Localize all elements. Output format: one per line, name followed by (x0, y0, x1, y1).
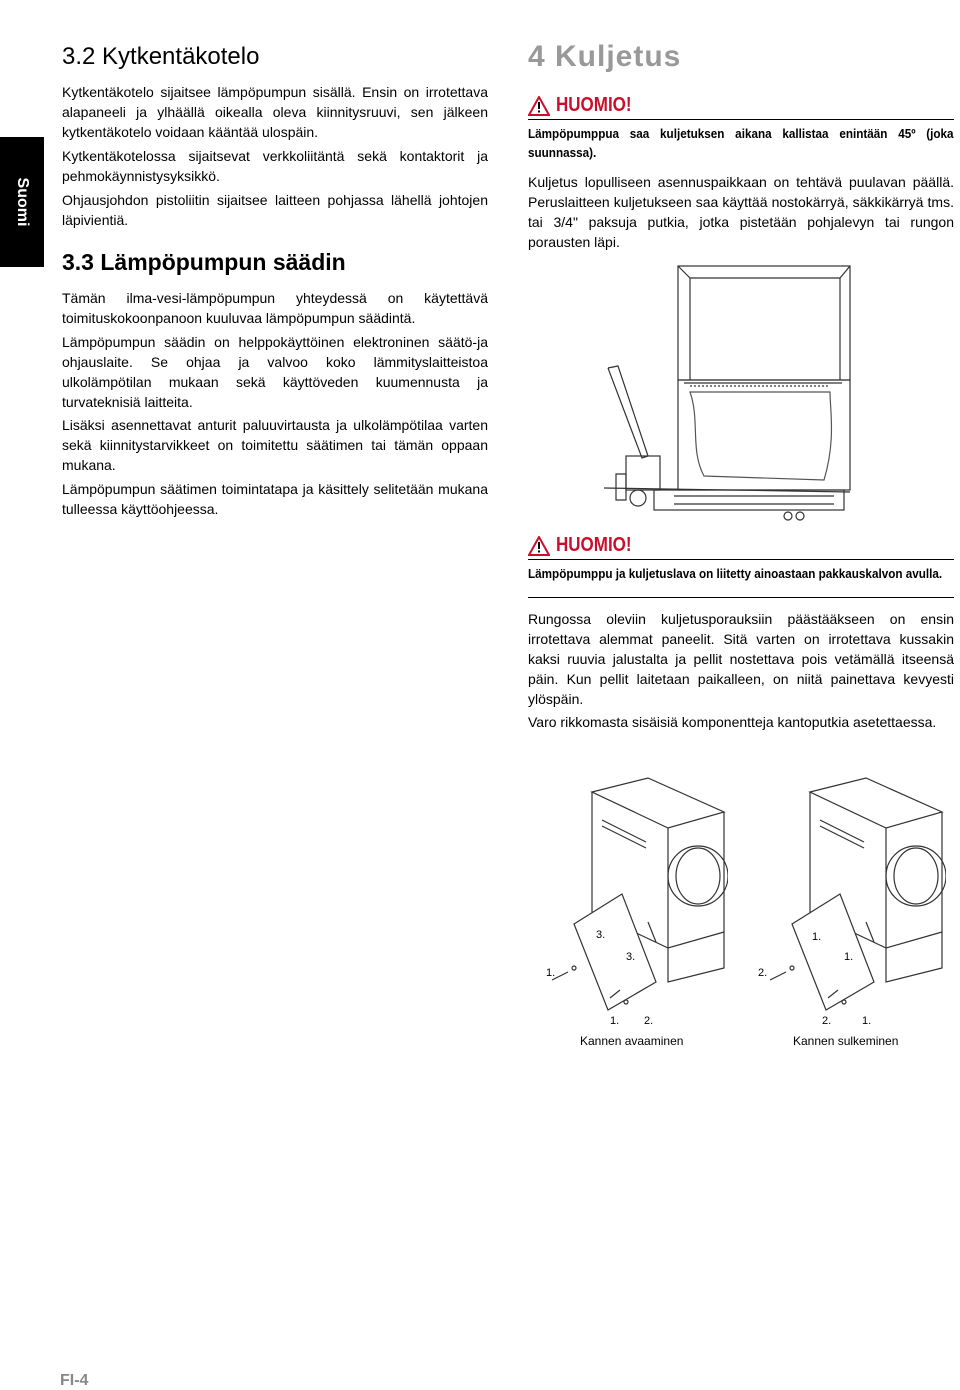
step-label: 3. (596, 929, 606, 941)
paragraph: Lämpöpumpun säädin on helppokäyttöinen elektroninen säätö-ja ohjauslaite. Se ohjaa ja valvoo koko lämmityslaitteistoa ulkolämpötilan mukaan sekä käyttöveden kuumennusta ja turvateknisiä laitteita. (62, 334, 488, 410)
language-side-tab (0, 137, 44, 267)
warning-triangle-icon (528, 96, 550, 116)
section-3-3-body-2 (62, 332, 488, 412)
language-label: Suomi (14, 177, 31, 227)
warning-box-1 (528, 94, 954, 162)
paragraph: Kytkentäkotelossa sijaitsevat verkkoliitäntä sekä kontaktorit ja pehmokäynnistysyksikkö. (62, 148, 488, 184)
pallet-truck-illustration (604, 260, 864, 522)
step-label: 1. (812, 931, 822, 943)
paragraph: Lämpöpumpun säätimen toimintatapa ja käsittely selitetään mukana tulleessa käyttöohjeessa. (62, 481, 488, 517)
section-3-3-body-4 (62, 479, 488, 519)
step-label: 1. (844, 951, 854, 963)
warning-title: HUOMIO! (556, 534, 632, 556)
warning-box-2 (528, 534, 954, 598)
paragraph: Lisäksi asennettavat anturit paluuvirtausta ja ulkolämpötilaa varten sekä kiinnitystarvikkeet on toimitettu säätimen tai tämän oppaan mukana. (62, 417, 488, 473)
warning-triangle-icon (528, 536, 550, 556)
paragraph: Ohjausjohdon pistoliitin sijaitsee laitteen pohjassa lähellä johtojen läpivientiä. (62, 192, 488, 228)
panel-opening-illustration (538, 772, 728, 1028)
section-3-3-body-3 (62, 415, 488, 475)
paragraph: Rungossa oleviin kuljetusporauksiin päästääkseen on ensin irrotettava alemmat paneelit. Sitä varten on irrotettava kussakin kaksi ruuvia jalustalta ja pellit nostettava pois vetämällä itseensä päin. Kun pellit laitetaan paikalleen, on niitä painettava kevyesti ylöspäin. (528, 611, 954, 707)
section-3-2-heading: 3.2 Kytkentäkotelo (62, 43, 260, 70)
section-3-2-body-3 (62, 190, 488, 230)
panel-removal-paragraph (528, 609, 954, 709)
section-4-heading: 4 Kuljetus (528, 40, 682, 73)
step-label: 2. (758, 967, 768, 979)
step-label: 2. (822, 1015, 832, 1027)
figure-caption-open: Kannen avaaminen (580, 1034, 684, 1048)
transport-paragraph (528, 172, 954, 252)
section-3-2-body (62, 82, 488, 142)
warning-text: Lämpöpumppu ja kuljetuslava on liitetty ainoastaan pakkauskalvon avulla. (528, 566, 943, 581)
divider (528, 559, 954, 560)
section-3-2 (62, 42, 488, 72)
step-label: 1. (862, 1015, 872, 1027)
section-4 (528, 40, 954, 74)
paragraph: Varo rikkomasta sisäisiä komponentteja kantoputkia asetettaessa. (528, 714, 937, 730)
paragraph: Kytkentäkotelo sijaitsee lämpöpumpun sisällä. Ensin on irrotettava alapaneeli ja ylhäällä oikealla oleva kiinnitysruuvi, sen jälkeen kytkentäkotelo voidaan kääntää ulospäin. (62, 84, 488, 140)
figure-caption-close: Kannen sulkeminen (793, 1034, 899, 1048)
step-label: 2. (644, 1015, 654, 1027)
paragraph: Kuljetus lopulliseen asennuspaikkaan on tehtävä puulavan päällä. Peruslaitteen kuljetukseen saa käyttää nostokärryä, säkkikärryä tms. tai 3/4" paksuja putkia, jotka pistetään pohjalevyn tai rungon porausten läpi. (528, 174, 954, 250)
section-3-3 (62, 247, 488, 277)
paragraph: Tämän ilma-vesi-lämpöpumpun yhteydessä on käytettävä toimituskokoonpanoon kuuluvaa lämpöpumpun säädintä. (62, 290, 488, 326)
warning-title: HUOMIO! (556, 94, 632, 116)
section-3-3-heading: 3.3 Lämpöpumpun säädin (62, 249, 346, 275)
section-3-2-body-2 (62, 146, 488, 186)
divider (528, 597, 954, 598)
section-3-3-body (62, 288, 488, 328)
divider (528, 119, 954, 120)
caution-paragraph (528, 712, 954, 732)
step-label: 1. (546, 967, 556, 979)
step-label: 1. (610, 1015, 620, 1027)
warning-text: Lämpöpumppua saa kuljetuksen aikana kallistaa enintään 45º (joka suunnassa). (528, 126, 954, 160)
step-label: 3. (626, 951, 636, 963)
page-number: FI-4 (60, 1372, 89, 1389)
panel-closing-illustration (756, 772, 946, 1028)
